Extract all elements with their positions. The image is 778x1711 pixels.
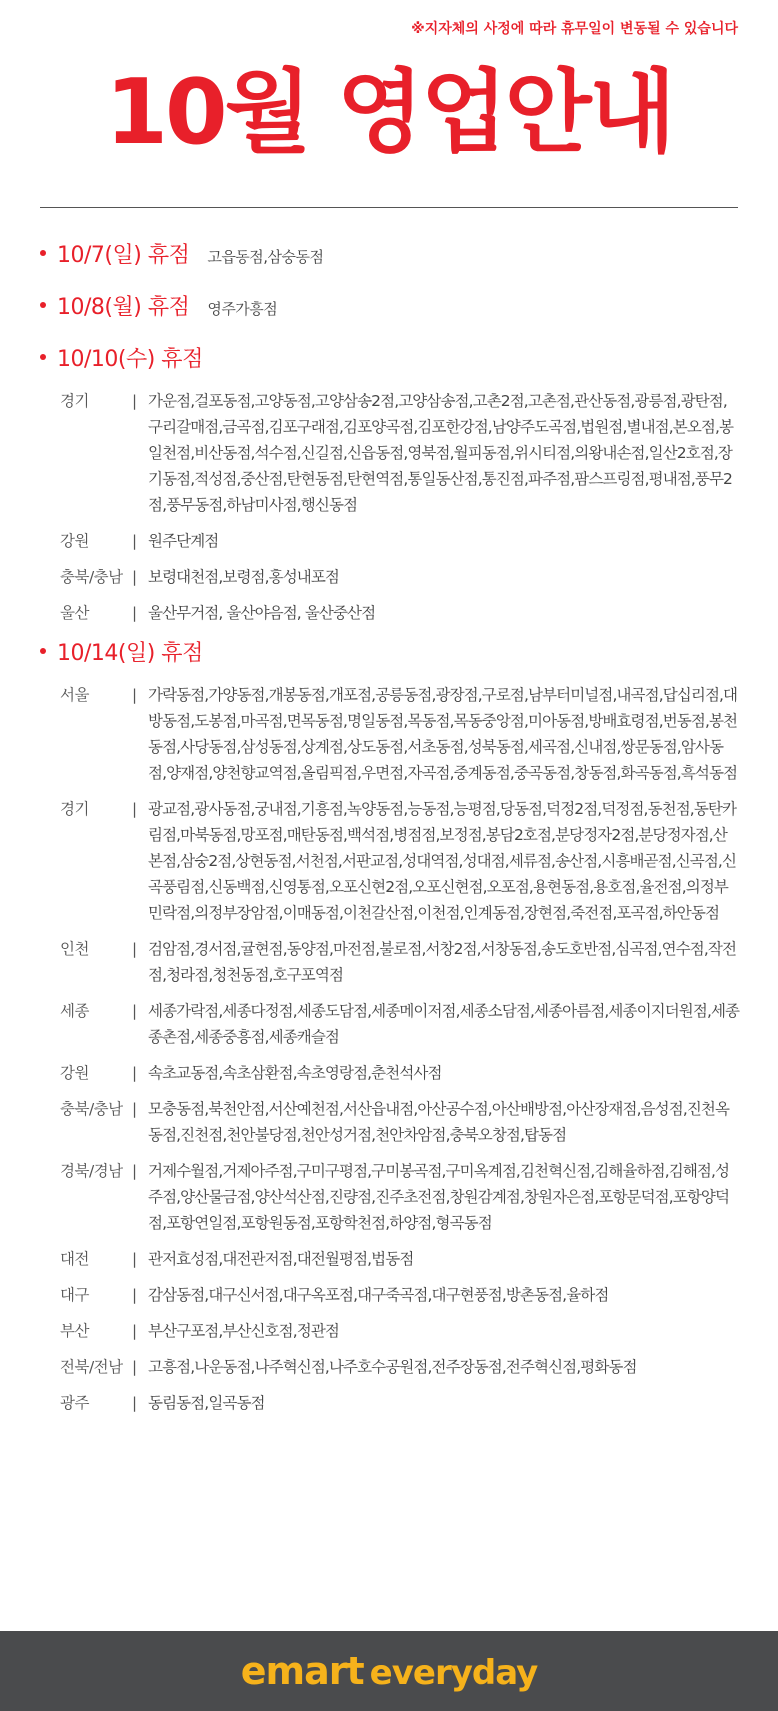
region-row [40, 1096, 740, 1148]
region-list [40, 388, 740, 626]
region-name: 강원 [60, 1064, 89, 1082]
region-row [40, 936, 740, 988]
region-name: 세종 [60, 1002, 89, 1020]
region-row [40, 1246, 740, 1272]
section-heading: 10/7(일) 휴점 [57, 243, 190, 268]
region-separator: | [132, 1358, 138, 1376]
region-row [40, 1318, 740, 1344]
bullet-dot-icon [40, 250, 46, 256]
region-stores: 관저효성점,대전관저점,대전월평점,법동점 [148, 1250, 414, 1268]
region-stores: 고흥점,나운동점,나주혁신점,나주호수공원점,전주장동점,전주혁신점,평화동점 [148, 1358, 637, 1376]
region-stores: 원주단계점 [148, 532, 219, 550]
region-row [40, 1354, 740, 1380]
region-stores: 보령대천점,보령점,홍성내포점 [148, 568, 340, 586]
region-name: 충북/충남 [60, 568, 123, 586]
region-row [40, 796, 740, 926]
region-separator: | [132, 1162, 138, 1180]
region-row [40, 1390, 740, 1416]
region-row [40, 682, 740, 786]
region-name: 광주 [60, 1394, 89, 1412]
region-row [40, 1158, 740, 1236]
region-separator: | [132, 1394, 138, 1412]
region-separator: | [132, 392, 138, 410]
region-separator: | [132, 568, 138, 586]
region-row [40, 600, 740, 626]
footer-bar [0, 1631, 778, 1711]
region-row [40, 388, 740, 518]
section-stores: 영주가흥점 [207, 300, 278, 318]
region-name: 대전 [60, 1250, 89, 1268]
region-stores: 거제수월점,거제아주점,구미구평점,구미봉곡점,구미옥계점,김천혁신점,김해율하점,김해점,성주점,양산물금점,양산석산점,진량점,진주초전점,창원감계점,창원자은점,포항문덕점,포항양덕점,포항연일점,포항원동점,포항학천점,하양점,형곡동점 [148, 1162, 730, 1232]
section-heading: 10/10(수) 휴점 [57, 347, 203, 372]
region-stores: 속초교동점,속초삼환점,속초영랑점,춘천석사점 [148, 1064, 442, 1082]
section-header [40, 636, 740, 688]
region-separator: | [132, 1100, 138, 1118]
region-name: 강원 [60, 532, 89, 550]
region-stores: 동림동점,일곡동점 [148, 1394, 265, 1412]
region-row [40, 564, 740, 590]
region-name: 대구 [60, 1286, 89, 1304]
region-stores: 가락동점,가양동점,개봉동점,개포점,공릉동점,광장점,구로점,남부터미널점,내곡점,답십리점,대방동점,도봉점,마곡점,면목동점,명일동점,목동점,목동중앙점,미아동점,방배효령점,번동점,봉천동점,사당동점,삼성동점,상계점,상도동점,서초동점,성북동점,세곡점,신내점,쌍문동점,암사동점,양재점,양천향교역점,올림픽점,우면점,자곡점,중계동점,중곡동점,창동점,화곡동점,흑석동점 [148, 686, 738, 782]
logo-e: e [240, 1649, 266, 1693]
region-name: 경기 [60, 392, 89, 410]
page-title: 10월 영업안내 [105, 60, 673, 165]
section-heading: 10/8(월) 휴점 [57, 295, 190, 320]
section-header [40, 290, 740, 342]
notice-text: ※지자체의 사정에 따라 휴무일이 변동될 수 있습니다 [411, 21, 738, 37]
region-separator: | [132, 532, 138, 550]
section-oct-10 [40, 342, 740, 626]
section-header [40, 238, 740, 290]
region-stores: 광교점,광사동점,궁내점,기흥점,녹양동점,능동점,능평점,당동점,덕정2점,덕정점,동천점,동탄카림점,마북동점,망포점,매탄동점,백석점,병점점,보정점,봉담2호점,분당정자2점,분당정자점,산본점,삼숭2점,상현동점,서천점,서판교점,성대역점,성대점,세류점,송산점,시흥배곧점,신곡점,신곡풍림점,신동백점,신영통점,오포신현2점,오포신현점,오포점,용현동점,용호점,율전점,의정부민락점,의정부장암점,이매동점,이천갈산점,이천점,인계동점,장현점,죽전점,포곡점,하안동점 [148, 800, 737, 922]
region-name: 경북/경남 [60, 1162, 123, 1180]
region-stores: 검암점,경서점,귤현점,동양점,마전점,불로점,서창2점,서창동점,송도호반점,심곡점,연수점,작전점,청라점,청천동점,호구포역점 [148, 940, 737, 984]
region-separator: | [132, 940, 138, 958]
region-separator: | [132, 1064, 138, 1082]
bullet-dot-icon [40, 302, 46, 308]
section-oct-8 [40, 290, 740, 342]
title-divider [40, 207, 738, 208]
logo-everyday: everyday [369, 1653, 538, 1693]
region-name: 경기 [60, 800, 89, 818]
region-stores: 감삼동점,대구신서점,대구옥포점,대구죽곡점,대구현풍점,방촌동점,율하점 [148, 1286, 609, 1304]
region-name: 서울 [60, 686, 89, 704]
section-oct-14 [40, 636, 740, 1416]
region-separator: | [132, 1250, 138, 1268]
region-separator: | [132, 1322, 138, 1340]
region-stores: 가운점,걸포동점,고양동점,고양삼송2점,고양삼송점,고촌2점,고촌점,관산동점,광릉점,광탄점,구리갈매점,금곡점,김포구래점,김포양곡점,김포한강점,남양주도곡점,법원점,별내점,본오점,봉일천점,비산동점,석수점,신길점,신읍동점,영북점,월피동점,위시티점,의왕내손점,일산2호점,장기동점,적성점,중산점,탄현동점,탄현역점,통일동산점,통진점,파주점,팜스프링점,평내점,풍무2점,풍무동점,하남미사점,행신동점 [148, 392, 734, 514]
logo-mart: mart [265, 1649, 364, 1693]
region-row [40, 528, 740, 554]
bullet-dot-icon [40, 354, 46, 360]
region-separator: | [132, 800, 138, 818]
section-heading: 10/14(일) 휴점 [57, 641, 203, 666]
region-row [40, 998, 740, 1050]
region-row [40, 1282, 740, 1308]
region-stores: 모충동점,북천안점,서산예천점,서산읍내점,아산공수점,아산배방점,아산장재점,음성점,진천옥동점,진천점,천안불당점,천안성거점,천안차암점,충북오창점,탑동점 [148, 1100, 730, 1144]
region-separator: | [132, 604, 138, 622]
section-header [40, 342, 740, 394]
region-name: 인천 [60, 940, 89, 958]
region-separator: | [132, 686, 138, 704]
region-name: 전북/전남 [60, 1358, 123, 1376]
region-row [40, 1060, 740, 1086]
section-oct-7 [40, 238, 740, 290]
region-name: 부산 [60, 1322, 89, 1340]
schedule-content [40, 238, 740, 1426]
emart-everyday-logo [240, 1649, 538, 1693]
region-name: 울산 [60, 604, 89, 622]
region-stores: 울산무거점, 울산야음점, 울산중산점 [148, 604, 376, 622]
region-list [40, 682, 740, 1416]
region-stores: 세종가락점,세종다정점,세종도담점,세종메이저점,세종소담점,세종아름점,세종이지더원점,세종종촌점,세종중흥점,세종캐슬점 [148, 1002, 740, 1046]
bullet-dot-icon [40, 648, 46, 654]
region-separator: | [132, 1286, 138, 1304]
region-stores: 부산구포점,부산신호점,정관점 [148, 1322, 340, 1340]
region-name: 충북/충남 [60, 1100, 123, 1118]
region-separator: | [132, 1002, 138, 1020]
section-stores: 고읍동점,삼숭동점 [207, 248, 324, 266]
